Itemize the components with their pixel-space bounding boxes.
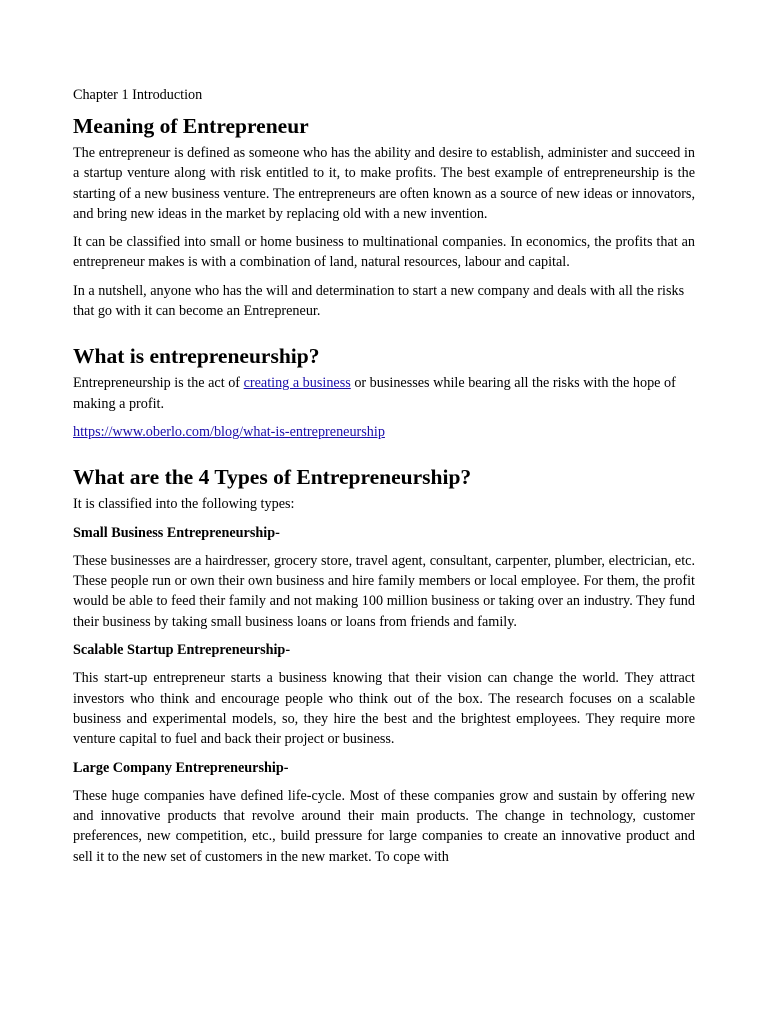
- definition-text-before: Entrepreneurship is the act of: [73, 375, 244, 392]
- paragraph-entrepreneur-definition: The entrepreneur is defined as someone who has the ability and desire to establish, administer and succeed in a startup venture along with risk entitled to it, to make profits. The best example of entrepreneurship is the starting of a new business venture. The entrepreneurs are often known as a source of new ideas or innovators, and bring new ideas in the market by replacing old with a new invention.: [73, 145, 695, 222]
- paragraph-classification: It can be classified into small or home business to multinational companies. In economics, the profits that an entrepreneur makes is with a combination of land, natural resources, labour and capital.: [73, 234, 695, 271]
- document-page: [73, 85, 695, 875]
- heading-meaning-of-entrepreneur: Meaning of Entrepreneur: [73, 114, 309, 138]
- oberlo-source-link[interactable]: https://www.oberlo.com/blog/what-is-entrepreneurship: [73, 423, 385, 440]
- creating-a-business-link[interactable]: creating a business: [243, 375, 351, 392]
- paragraph-entrepreneurship-definition: [73, 373, 695, 414]
- subheading-scalable-startup: Scalable Startup Entrepreneurship-: [73, 642, 291, 659]
- paragraph-small-business: These businesses are a hairdresser, grocery store, travel agent, consultant, carpenter, plumber, electrician, etc. These people run or own their own business and hire family members or local employee. For them, the profit would be able to feed their family and not making 100 million business or taking over an industry. They fund their business by taking small business loans or loans from friends and family.: [73, 552, 695, 630]
- paragraph-large-company: These huge companies have defined life-cycle. Most of these companies grow and sustain by offering new and innovative products that revolve around their main products. The change in technology, customer preferences, new competition, etc., build pressure for large companies to create an innovative product and sell it to the new set of customers in the new market. To cope with: [73, 787, 695, 865]
- source-link-paragraph: [73, 422, 695, 442]
- paragraph-scalable-startup: This start-up entrepreneur starts a business knowing that their vision can change the world. They attract investors who think and encourage people who think out of the box. The research focuses on a scalable business and experimental models, so, they hire the best and the brightest employees. They require more venture capital to fuel and back their project or business.: [73, 670, 695, 748]
- paragraph-nutshell: In a nutshell, anyone who has the will and determination to start a new company and deals with all the risks that go with it can become an Entrepreneur.: [73, 282, 685, 320]
- subheading-large-company: Large Company Entrepreneurship-: [73, 759, 289, 776]
- chapter-label: Chapter 1 Introduction: [73, 87, 203, 103]
- definition-text-after: or businesses while bearing all the risks with the hope of making a profit.: [73, 375, 676, 412]
- heading-what-is-entrepreneurship: What is entrepreneurship?: [73, 344, 320, 369]
- paragraph-types-intro: It is classified into the following types:: [73, 496, 295, 513]
- subheading-small-business: Small Business Entrepreneurship-: [73, 524, 280, 541]
- heading-four-types: What are the 4 Types of Entrepreneurship?: [73, 465, 472, 490]
